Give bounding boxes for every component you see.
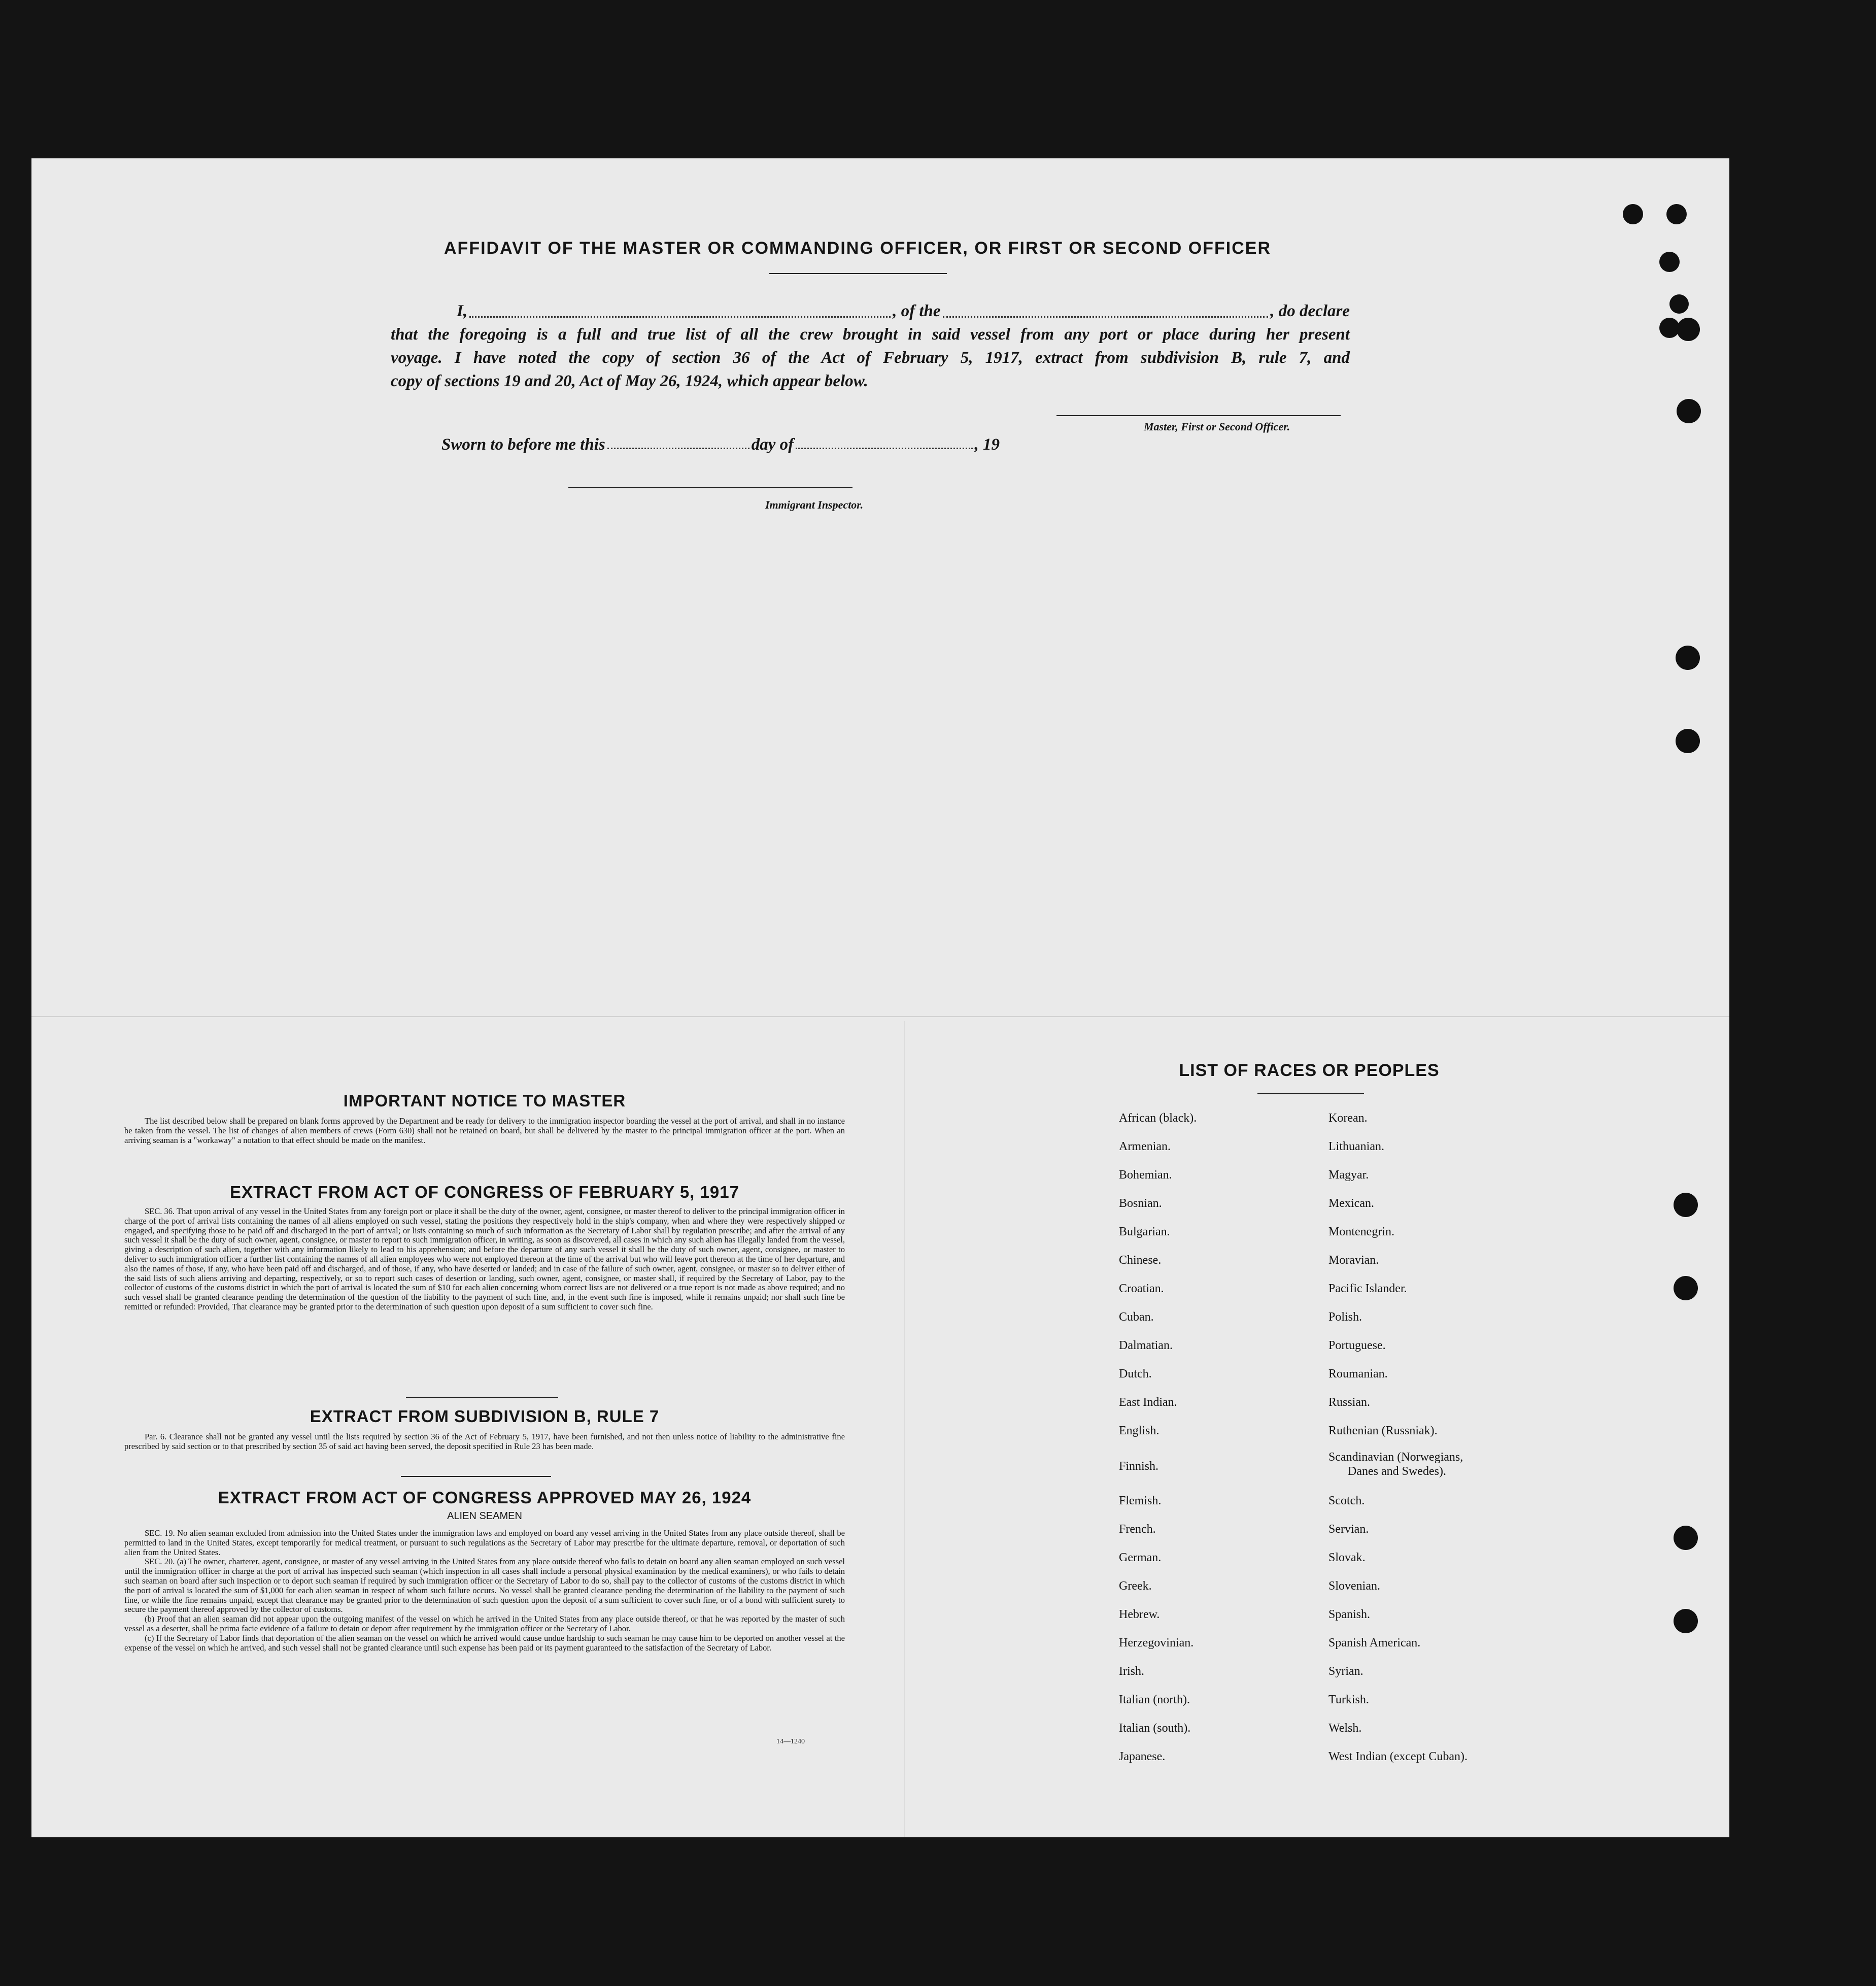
extract-1917-paragraph: SEC. 36. That upon arrival of any vessel in the United States from any foreign port or place it shall be the duty of the owner, agent, consignee, or master thereof to deliver to the principal immigration officer in charge of the port of arrival lists containing the names of all aliens employed on such vessel, stating the positions they respectively hold in the ship's company, when and where they were respectively shipped or engaged, and specifying those to be paid off and discharged in the port of arrival; or lists containing so much of such information as the Secretary of Labor shall by regulation prescribe; and after the arrival of any such vessel it shall be the duty of such owner, agent, consignee, or master to report to such immigration officer, in writing, as soon as discovered, all cases in which any such alien has illegally landed from the vessel, giving a description of such alien, together with any information likely to lead to his apprehension; and before the departure of any such vessel it shall be the duty of such owner, agent, consignee, or master to deliver to such immigration officer a further list containing the names of all alien employees who were not employed thereon at the time of the arrival but who will leave port thereon at the time of her departure, and also the names of those, if any, who have been paid off and discharged, and of those, if any, who have deserted or landed; and in case of the failure of such owner, agent, consignee, or master so to deliver either of the said lists of such aliens arriving and departing, respectively, or so to report such cases of desertion or landing, such owner, agent, consignee, or master shall, if required by the Secretary of Labor, pay to the collector of customs of the customs district in which the port of arrival is located the sum of $10 for each alien concerning whom correct lists are not delivered or a true report is not made as above required; and no such vessel shall be granted clearance pending the determination of the question of the liability to the payment of such fine, and, in the event such fine is imposed, while it remains unpaid; nor shall such fine be remitted or refunded: Provided, That clearance may be granted prior to the determination of such question upon deposit of a sum sufficient to cover such fine. (124, 1206, 845, 1311)
sworn-day-field[interactable] (607, 448, 749, 449)
section-divider (406, 1397, 558, 1398)
punch-hole (1674, 1193, 1698, 1217)
race-item: Bosnian. (1119, 1197, 1162, 1210)
extract-1924-text (124, 1529, 845, 1653)
sworn-year: , 19 (974, 435, 1000, 454)
race-item: Herzegovinian. (1119, 1636, 1194, 1650)
race-item: Slovenian. (1328, 1579, 1380, 1593)
punch-hole (1666, 204, 1687, 224)
declaration-declare: , do declare (1270, 302, 1350, 320)
race-item: Ruthenian (Russniak). (1328, 1424, 1438, 1437)
vertical-fold-line (904, 1021, 905, 1837)
race-item: English. (1119, 1424, 1159, 1437)
extract-rule7-text (124, 1432, 845, 1452)
race-item: Magyar. (1328, 1168, 1369, 1182)
notice-paragraph: The list described below shall be prepared on blank forms approved by the Department and be ready for delivery to the immigration inspector boarding the vessel at the port of arrival, and shall in no instance be taken from the vessel. The list of changes of alien members of crews (Form 630) shall not be retained on board, but shall be delivered by the master to the principal immigration officer at the port. When an arriving seaman is a "workaway" a notation to that effect should be made on the manifest. (124, 1116, 845, 1145)
punch-hole (1676, 729, 1700, 753)
title-underline (769, 273, 947, 274)
race-item: Chinese. (1119, 1254, 1162, 1267)
race-item: Finnish. (1119, 1460, 1159, 1473)
extract-rule7-title: EXTRACT FROM SUBDIVISION B, RULE 7 (310, 1407, 660, 1426)
race-item: Irish. (1119, 1665, 1144, 1678)
race-item: Dalmatian. (1119, 1339, 1173, 1352)
affidavit-title: AFFIDAVIT OF THE MASTER OR COMMANDING OFFICER, OR FIRST OR SECOND OFFICER (444, 239, 1271, 258)
extract-1917-text (124, 1207, 845, 1312)
vessel-field[interactable] (943, 316, 1269, 318)
race-item: Bohemian. (1119, 1168, 1172, 1182)
race-item: Scotch. (1328, 1494, 1365, 1507)
race-item: Japanese. (1119, 1750, 1166, 1763)
punch-hole (1669, 294, 1689, 314)
race-item: Hebrew. (1119, 1608, 1160, 1621)
notice-text (124, 1117, 845, 1145)
punch-hole (1676, 646, 1700, 670)
extract-rule7-paragraph: Par. 6. Clearance shall not be granted any vessel until the lists required by section 36 of the Act of February 5, 1917, have been furnished, and not then unless notice of liability to the administrative fine prescribed by said section or to that prescribed by section 35 of said act having been served, the deposit specified in Rule 23 has been made. (124, 1432, 845, 1451)
declaration-line-2: that the foregoing is a full and true list of all the crew brought in said vessel from any port or place during her present (391, 325, 1350, 344)
race-item: Dutch. (1119, 1367, 1152, 1381)
race-item: Italian (south). (1119, 1722, 1191, 1735)
race-item: Slovak. (1328, 1551, 1366, 1564)
race-item: Korean. (1328, 1112, 1368, 1125)
race-item: Polish. (1328, 1310, 1362, 1324)
race-item: Portuguese. (1328, 1339, 1386, 1352)
extract-1924-paragraph: (c) If the Secretary of Labor finds that deportation of the alien seaman on the vessel on which he arrived would cause undue hardship to such seaman he may cause him to be deported on another vessel at the expense of the vessel on which he arrived, and such vessel shall not be granted clearance until such expense has been paid or its payment guaranteed to the satisfaction of the Secretary of Labor. (124, 1633, 845, 1653)
extract-1924-paragraph: SEC. 20. (a) The owner, charterer, agent, consignee, or master of any vessel arriving in the United States from any place outside thereof who fails to detain on board any alien seaman employed on such vessel until the immigration officer in charge at the port of arrival has inspected such seaman (which inspection in all cases shall include a personal physical examination by the medical examiners), or who fails to detain such seaman on board after such inspection or to deport such seaman if required by such immigration officer or the Secretary of Labor to do so, shall pay to the collector of customs of the customs district in which the port of arrival is located the sum of $1,000 for each alien seaman in respect of whom such failure occurs. No vessel shall be granted clearance pending the determination of the liability to the payment of such fine, or while the fine remains unpaid, except that clearance may be granted prior to the determination of such question upon the deposit of a sum sufficient to cover such fine, or of a bond with sufficient surety to secure the payment thereof approved by the collector of customs. (124, 1557, 845, 1614)
name-field[interactable] (469, 316, 891, 318)
race-item: French. (1119, 1523, 1156, 1536)
race-item: Roumanian. (1328, 1367, 1388, 1381)
race-item: Italian (north). (1119, 1693, 1190, 1706)
extract-1924-paragraph: (b) Proof that an alien seaman did not appear upon the outgoing manifest of the vessel on which he arrived in the United States from any place outside thereof, or that he was reported by the master of such vessel as a deserter, shall be prima facie evidence of a failure to detain or deport after requirement by the immigration officer or the Secretary of Labor. (124, 1614, 845, 1633)
master-signature-line[interactable] (1056, 415, 1341, 416)
races-title-underline (1257, 1093, 1364, 1094)
race-item: Cuban. (1119, 1310, 1154, 1324)
extract-1924-title: EXTRACT FROM ACT OF CONGRESS APPROVED MAY 26, 1924 (218, 1488, 752, 1507)
sworn-day-of: day of (751, 435, 794, 454)
race-item: Spanish. (1328, 1608, 1371, 1621)
declaration-line-1 (391, 299, 1350, 323)
sworn-month-field[interactable] (796, 448, 972, 449)
punch-hole (1659, 252, 1680, 272)
race-item: Moravian. (1328, 1254, 1379, 1267)
master-signature-label: Master, First or Second Officer. (1144, 420, 1290, 433)
race-item: Russian. (1328, 1396, 1371, 1409)
race-item: East Indian. (1119, 1396, 1177, 1409)
punch-hole (1677, 318, 1700, 341)
declaration-line-3: voyage. I have noted the copy of section 36 of the Act of February 5, 1917, extract from subdivision B, rule 7, and (391, 349, 1350, 367)
extract-1924-subtitle: ALIEN SEAMEN (447, 1510, 522, 1522)
race-item: Danes and Swedes). (1348, 1465, 1446, 1478)
inspector-signature-label: Immigrant Inspector. (765, 498, 864, 511)
race-item: African (black). (1119, 1112, 1197, 1125)
inspector-signature-line[interactable] (568, 487, 852, 488)
section-divider (401, 1476, 551, 1477)
race-item: Greek. (1119, 1579, 1152, 1593)
race-item: Servian. (1328, 1523, 1369, 1536)
race-item: Spanish American. (1328, 1636, 1421, 1650)
race-item: Scandinavian (Norwegians, (1328, 1451, 1463, 1464)
race-item: German. (1119, 1551, 1162, 1564)
race-item: Croatian. (1119, 1282, 1164, 1295)
race-item: Lithuanian. (1328, 1140, 1384, 1153)
race-item: Welsh. (1328, 1722, 1362, 1735)
declaration-line-4: copy of sections 19 and 20, Act of May 26, 1924, which appear below. (391, 372, 868, 390)
notice-title: IMPORTANT NOTICE TO MASTER (343, 1091, 626, 1110)
extract-1917-title: EXTRACT FROM ACT OF CONGRESS OF FEBRUARY 5, 1917 (230, 1183, 739, 1201)
declaration-of-the: , of the (893, 302, 941, 320)
race-item: Pacific Islander. (1328, 1282, 1407, 1295)
form-number: 14—1240 (776, 1738, 805, 1745)
punch-hole (1677, 399, 1701, 423)
punch-hole (1674, 1526, 1698, 1550)
sworn-prefix: Sworn to before me this (441, 435, 605, 454)
punch-hole (1623, 204, 1643, 224)
declaration-i: I, (457, 302, 468, 320)
punch-hole (1674, 1276, 1698, 1300)
race-item: Montenegrin. (1328, 1225, 1394, 1238)
horizontal-fold-line (31, 1016, 1729, 1017)
race-item: Turkish. (1328, 1693, 1369, 1706)
race-item: Mexican. (1328, 1197, 1374, 1210)
race-item: West Indian (except Cuban). (1328, 1750, 1468, 1763)
extract-1924-paragraph: SEC. 19. No alien seaman excluded from admission into the United States under the immigration laws and employed on board any vessel arriving in the United States from any place outside thereof, shall be permitted to land in the United States, except temporarily for medical treatment, or pursuant to such regulations as the Secretary of Labor may prescribe for the ultimate departure, removal, or deportation of such alien from the United States. (124, 1528, 845, 1557)
affidavit-declaration (391, 299, 1350, 393)
race-item: Flemish. (1119, 1494, 1162, 1507)
sworn-line (441, 435, 1000, 454)
races-title: LIST OF RACES OR PEOPLES (1179, 1061, 1440, 1080)
punch-hole (1674, 1609, 1698, 1633)
race-item: Bulgarian. (1119, 1225, 1170, 1238)
race-item: Armenian. (1119, 1140, 1171, 1153)
race-item: Syrian. (1328, 1665, 1363, 1678)
